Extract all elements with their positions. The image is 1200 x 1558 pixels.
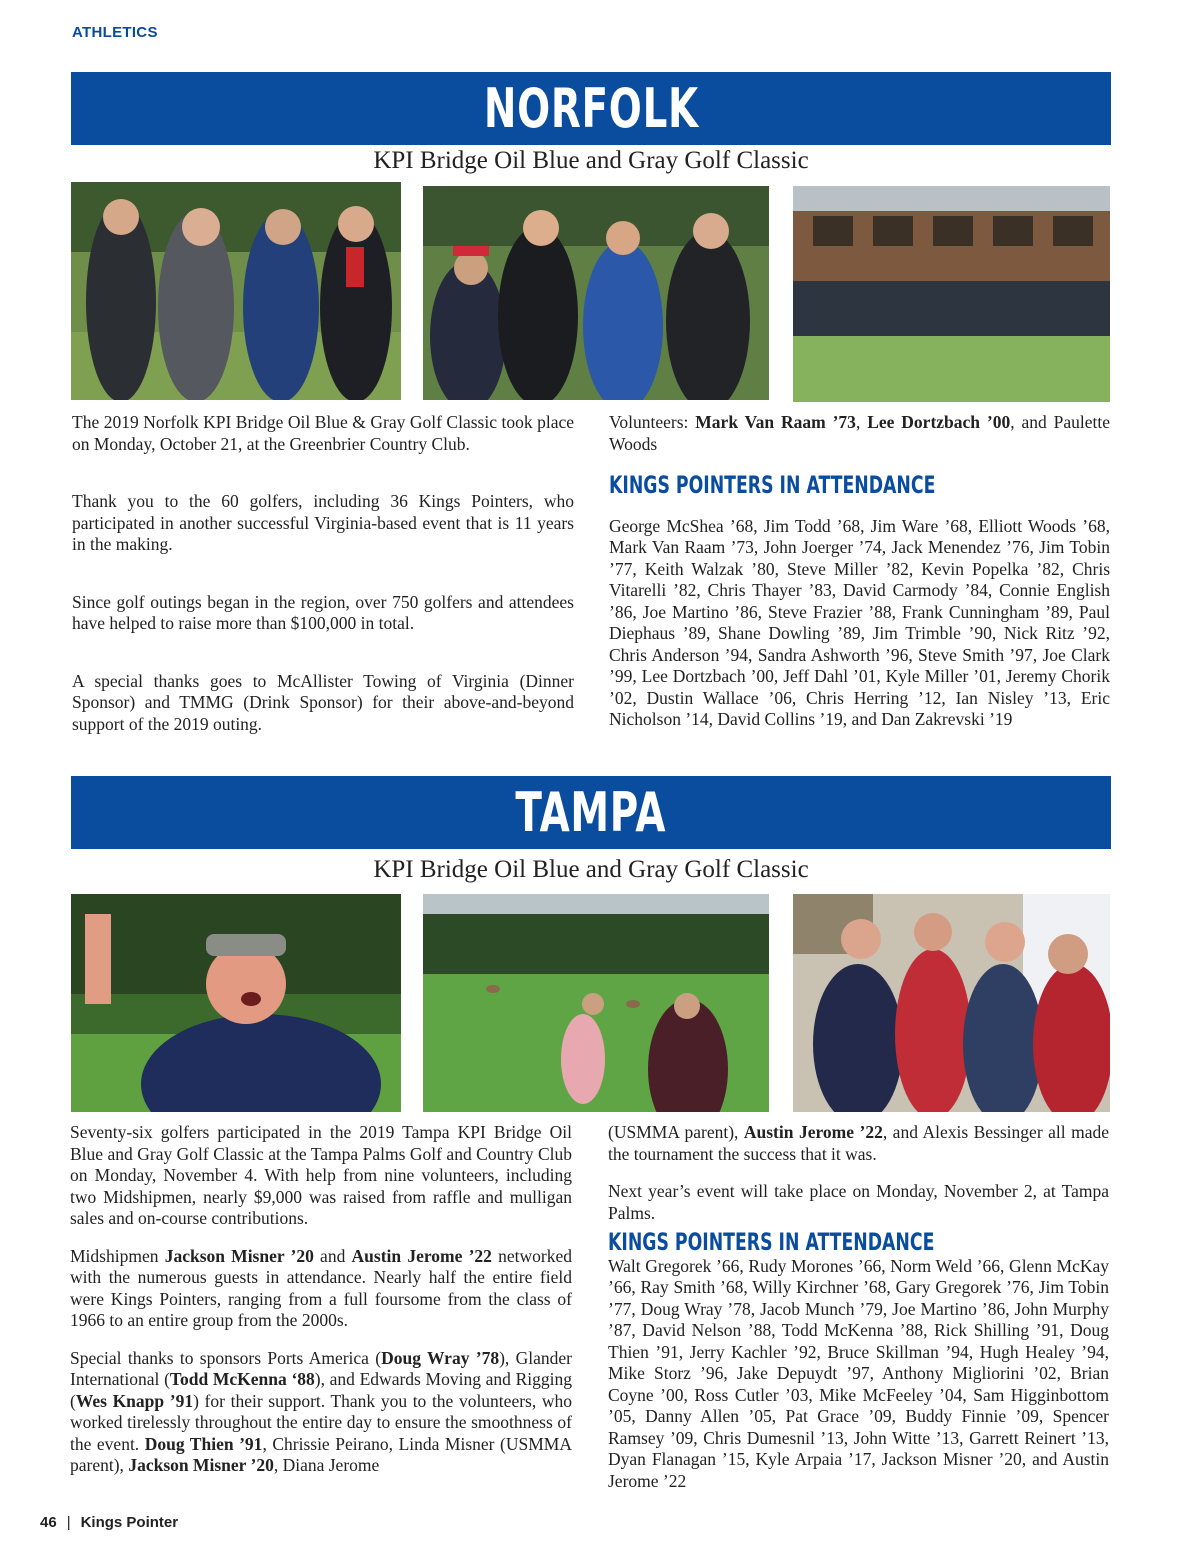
- group-of-five-photo: [423, 186, 769, 400]
- person-name: Austin Jerome ’22: [743, 1122, 883, 1142]
- norfolk-subtitle: KPI Bridge Oil Blue and Gray Golf Classic: [373, 147, 809, 174]
- norfolk-paragraph: The 2019 Norfolk KPI Bridge Oil Blue & Gray Golf Classic took place on Monday, October 21, at the Greenbrier Country Club.: [72, 412, 574, 454]
- text: , Chrissie Peirano, Linda Misner (USMMA parent),: [70, 1433, 572, 1475]
- tampa-paragraph: [608, 1122, 1109, 1165]
- section-tag: ATHLETICS: [72, 24, 158, 41]
- text: ), and Edwards Moving and Rigging (: [70, 1369, 572, 1411]
- text: , Diana Jerome: [273, 1455, 380, 1475]
- tampa-paragraph: [70, 1246, 572, 1332]
- person-name: Todd McKenna ‘88: [169, 1369, 315, 1389]
- person-name: Austin Jerome ’22: [351, 1245, 492, 1266]
- norfolk-title: NORFOLK: [483, 77, 699, 140]
- tampa-left-column: [70, 1122, 572, 1477]
- norfolk-paragraph: Thank you to the 60 golfers, including 36 Kings Pointers, who participated in another successful Virginia-based event that is 11 years in the making.: [72, 491, 574, 554]
- page-number: 46: [40, 1514, 57, 1531]
- person-name: Wes Knapp ’91: [75, 1390, 194, 1411]
- tampa-title: TAMPA: [515, 781, 667, 844]
- footer-separator: |: [66, 1514, 71, 1531]
- person-name: Doug Thien ’91: [144, 1433, 263, 1454]
- norfolk-attendance-heading: KINGS POINTERS IN ATTENDANCE: [609, 471, 936, 499]
- clubhouse-group-photo: [793, 186, 1110, 402]
- fairway-deer-photo: [423, 894, 769, 1112]
- norfolk-volunteers: [609, 412, 1110, 455]
- four-golfers-photo: [71, 182, 401, 400]
- norfolk-banner: [71, 72, 1111, 145]
- text: , and Paulette Woods: [609, 412, 1111, 454]
- tampa-right-column: [608, 1122, 1109, 1492]
- publication-name: Kings Pointer: [80, 1514, 179, 1531]
- text: (USMMA parent),: [608, 1122, 744, 1142]
- text: Volunteers:: [609, 412, 696, 432]
- tampa-attendance-heading: KINGS POINTERS IN ATTENDANCE: [608, 1228, 935, 1256]
- text: , and Alexis Bessinger all made the tournament the success that it was.: [608, 1122, 1109, 1164]
- person-name: Jackson Misner ’20: [164, 1245, 314, 1266]
- tampa-banner: [71, 776, 1111, 849]
- text: and: [313, 1245, 352, 1266]
- person-name: Jackson Misner ’20: [128, 1455, 274, 1475]
- cheering-golfer-photo: [71, 894, 401, 1112]
- text: ,: [855, 412, 868, 432]
- tampa-paragraph: Seventy-six golfers participated in the 2019 Tampa KPI Bridge Oil Blue and Gray Golf Classic at the Tampa Palms Golf and Country Club on Monday, November 4. With help from nine volunteers, including two Midshipmen, nearly $9,000 was raised from raffle and mulligan sales and on-course contributions.: [70, 1122, 572, 1228]
- volunteer-name: Mark Van Raam ’73: [695, 412, 856, 432]
- norfolk-paragraph: Since golf outings began in the region, over 750 golfers and attendees have helped to raise more than $100,000 in total.: [72, 591, 574, 633]
- text: Midshipmen: [70, 1245, 165, 1266]
- tampa-subtitle: KPI Bridge Oil Blue and Gray Golf Classic: [373, 856, 809, 883]
- four-men-photo: [793, 894, 1110, 1112]
- text: networked with the numerous guests in attendance. Nearly half the entire field were Kings Pointers, ranging from a full foursome from the class of 1966 to an entire group from the 2000s.: [70, 1245, 572, 1330]
- norfolk-attendance-list: George McShea ’68, Jim Todd ’68, Jim Ware ’68, Elliott Woods ’68, Mark Van Raam ’73, John Joerger ’74, Jack Menendez ’76, Jim Tobin ’77, Keith Walzak ’80, Steve Miller ’82, Kevin Popelka ’82, Chris Vitarelli ’82, Chris Thayer ’83, David Carmody ’84, Connie English ’86, Joe Martino ’86, Steve Frazier ’88, Frank Cunningham ’89, Paul Diephaus ’89, Shane Dowling ’89, Jim Trimble ’90, Nick Ritz ’92, Chris Anderson ’94, Sandra Ashworth ’96, Steve Smith ’97, Joe Clark ’99, Lee Dortzbach ’00, Jeff Dahl ’01, Kyle Miller ’01, Jeremy Chorik ’02, Dustin Wallace ’06, Chris Herring ’12, Ian Nisley ’13, Eric Nicholson ’14, David Collins ’19, and Dan Zakrevski ’19: [609, 515, 1110, 729]
- person-name: Doug Wray ’78: [381, 1347, 500, 1368]
- norfolk-paragraph: A special thanks goes to McAllister Towing of Virginia (Dinner Sponsor) and TMMG (Drink Sponsor) for their above-and-beyond support of the 2019 outing.: [72, 670, 574, 734]
- tampa-paragraph: [70, 1348, 572, 1477]
- text: ), Glander International (: [70, 1347, 572, 1389]
- text: ) for their support. Thank you to the volunteers, who worked tirelessly throughout the entire day to ensure the smoothness of the event.: [70, 1390, 572, 1454]
- tampa-attendance-list: Walt Gregorek ’66, Rudy Morones ’66, Norm Weld ’66, Glenn McKay ’66, Ray Smith ’68, Willy Kirchner ’68, Gary Gregorek ’76, Jim Tobin ’77, Doug Wray ’78, Jacob Munch ’79, Joe Martino ’86, John Murphy ’87, David Nelson ’88, Todd McKenna ’88, Rick Shilling ’91, Doug Thien ’91, Jerry Kachler ’92, Bruce Skillman ’94, Hugh Healey ’94, Mike Storz ’96, Jake Depuydt ’97, Anthony Migliorini ’02, Brian Coyne ’00, Ross Cutler ’03, Mike McFeeley ’04, Sam Higginbottom ’05, Danny Allen ’05, Pat Grace ’09, Buddy Finnie ’09, Spencer Ramsey ’09, Chris Dumesnil ’13, John Witte ’13, Garrett Reinert ’13, Dyan Flanagan ’15, Kyle Arpaia ’17, Jackson Misner ’20, and Austin Jerome ’22: [608, 1255, 1109, 1491]
- norfolk-right-column: [609, 412, 1110, 731]
- volunteer-name: Lee Dortzbach ’00: [867, 412, 1011, 432]
- tampa-paragraph: Next year’s event will take place on Monday, November 2, at Tampa Palms.: [608, 1181, 1109, 1223]
- text: Special thanks to sponsors Ports America (: [70, 1347, 382, 1368]
- page-footer: [40, 1514, 178, 1531]
- norfolk-left-column: [72, 412, 574, 735]
